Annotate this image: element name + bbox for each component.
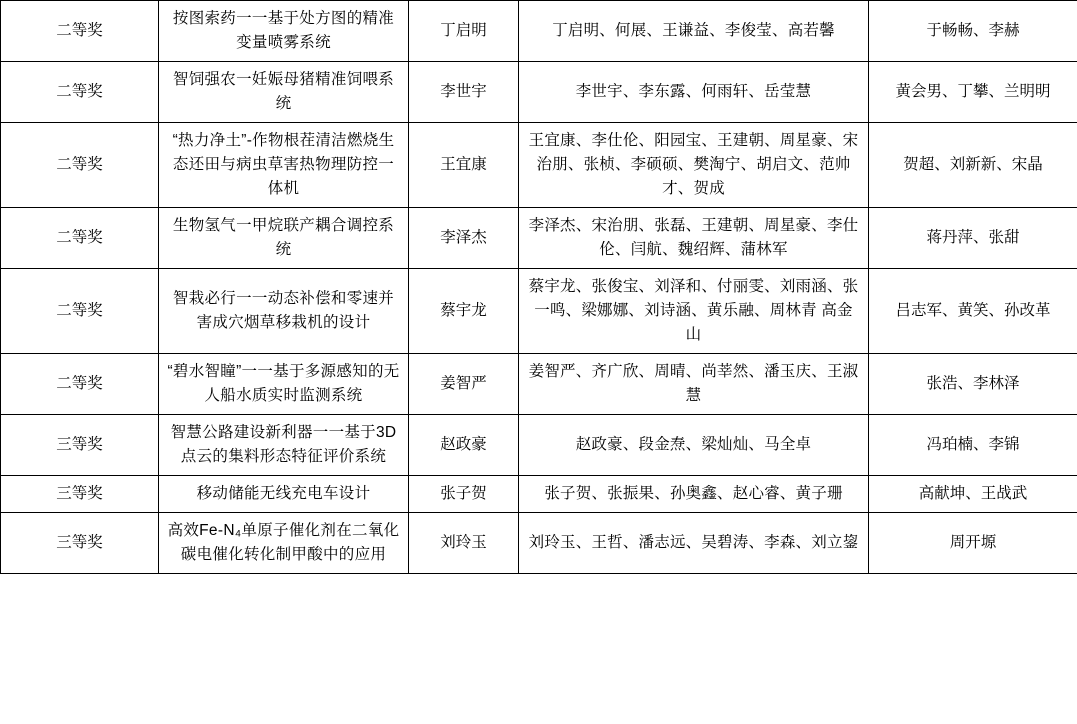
table-row (1, 1, 1077, 62)
cell-award: 三等奖 (1, 415, 159, 476)
cell-leader: 蔡宇龙 (409, 269, 519, 354)
cell-members: 丁启明、何展、王谦益、李俊莹、高若馨 (519, 1, 869, 62)
cell-award: 二等奖 (1, 354, 159, 415)
cell-project: 高效Fe-N₄单原子催化剂在二氧化碳电催化转化制甲酸中的应用 (159, 513, 409, 574)
cell-members: 李世宇、李东露、何雨轩、岳莹慧 (519, 62, 869, 123)
cell-advisors: 蒋丹萍、张甜 (869, 208, 1077, 269)
cell-leader: 张子贺 (409, 476, 519, 513)
cell-award: 二等奖 (1, 269, 159, 354)
cell-award: 三等奖 (1, 476, 159, 513)
cell-members: 赵政豪、段金焘、梁灿灿、马全卓 (519, 415, 869, 476)
cell-advisors: 黄会男、丁攀、兰明明 (869, 62, 1077, 123)
cell-members: 张子贺、张振果、孙奥鑫、赵心睿、黄子珊 (519, 476, 869, 513)
table-row (1, 415, 1077, 476)
cell-project: 移动储能无线充电车设计 (159, 476, 409, 513)
cell-project: 按图索药一一基于处方图的精准变量喷雾系统 (159, 1, 409, 62)
cell-advisors: 贺超、刘新新、宋晶 (869, 123, 1077, 208)
cell-project: 智栽必行一一动态补偿和零速并害成穴烟草移栽机的设计 (159, 269, 409, 354)
cell-advisors: 高献坤、王战武 (869, 476, 1077, 513)
cell-members: 蔡宇龙、张俊宝、刘泽和、付丽雯、刘雨涵、张一鸣、梁娜娜、刘诗涵、黄乐融、周林青 高金山 (519, 269, 869, 354)
cell-advisors: 周开塬 (869, 513, 1077, 574)
cell-members: 刘玲玉、王哲、潘志远、吴碧涛、李森、刘立鋆 (519, 513, 869, 574)
cell-award: 二等奖 (1, 1, 159, 62)
cell-award: 二等奖 (1, 62, 159, 123)
cell-leader: 赵政豪 (409, 415, 519, 476)
table-row (1, 354, 1077, 415)
cell-members: 王宜康、李仕伦、阳园宝、王建朝、周星豪、宋治朋、张桢、李硕硕、樊淘宁、胡启文、范帅才、贺成 (519, 123, 869, 208)
cell-leader: 丁启明 (409, 1, 519, 62)
cell-award: 二等奖 (1, 123, 159, 208)
cell-advisors: 吕志军、黄笑、孙改革 (869, 269, 1077, 354)
cell-leader: 李泽杰 (409, 208, 519, 269)
cell-award: 三等奖 (1, 513, 159, 574)
cell-award: 二等奖 (1, 208, 159, 269)
award-table-body (1, 1, 1077, 574)
cell-advisors: 张浩、李林泽 (869, 354, 1077, 415)
cell-leader: 刘玲玉 (409, 513, 519, 574)
table-row (1, 62, 1077, 123)
cell-project: “碧水智瞳”一一基于多源感知的无人船水质实时监测系统 (159, 354, 409, 415)
table-row (1, 476, 1077, 513)
cell-leader: 姜智严 (409, 354, 519, 415)
cell-members: 李泽杰、宋治朋、张磊、王建朝、周星豪、李仕伦、闫航、魏绍辉、蒲林军 (519, 208, 869, 269)
cell-project: “热力净土”-作物根茬清洁燃烧生态还田与病虫草害热物理防控一体机 (159, 123, 409, 208)
cell-leader: 王宜康 (409, 123, 519, 208)
cell-members: 姜智严、齐广欣、周晴、尚莘然、潘玉庆、王淑慧 (519, 354, 869, 415)
cell-project: 智饲强农一妊娠母猪精准饲喂系统 (159, 62, 409, 123)
cell-project: 智慧公路建设新利器一一基于3D点云的集料形态特征评价系统 (159, 415, 409, 476)
table-row (1, 269, 1077, 354)
cell-advisors: 冯珀楠、李锦 (869, 415, 1077, 476)
cell-leader: 李世宇 (409, 62, 519, 123)
table-row (1, 513, 1077, 574)
cell-advisors: 于畅畅、李赫 (869, 1, 1077, 62)
table-row (1, 123, 1077, 208)
cell-project: 生物氢气一甲烷联产耦合调控系统 (159, 208, 409, 269)
table-row (1, 208, 1077, 269)
